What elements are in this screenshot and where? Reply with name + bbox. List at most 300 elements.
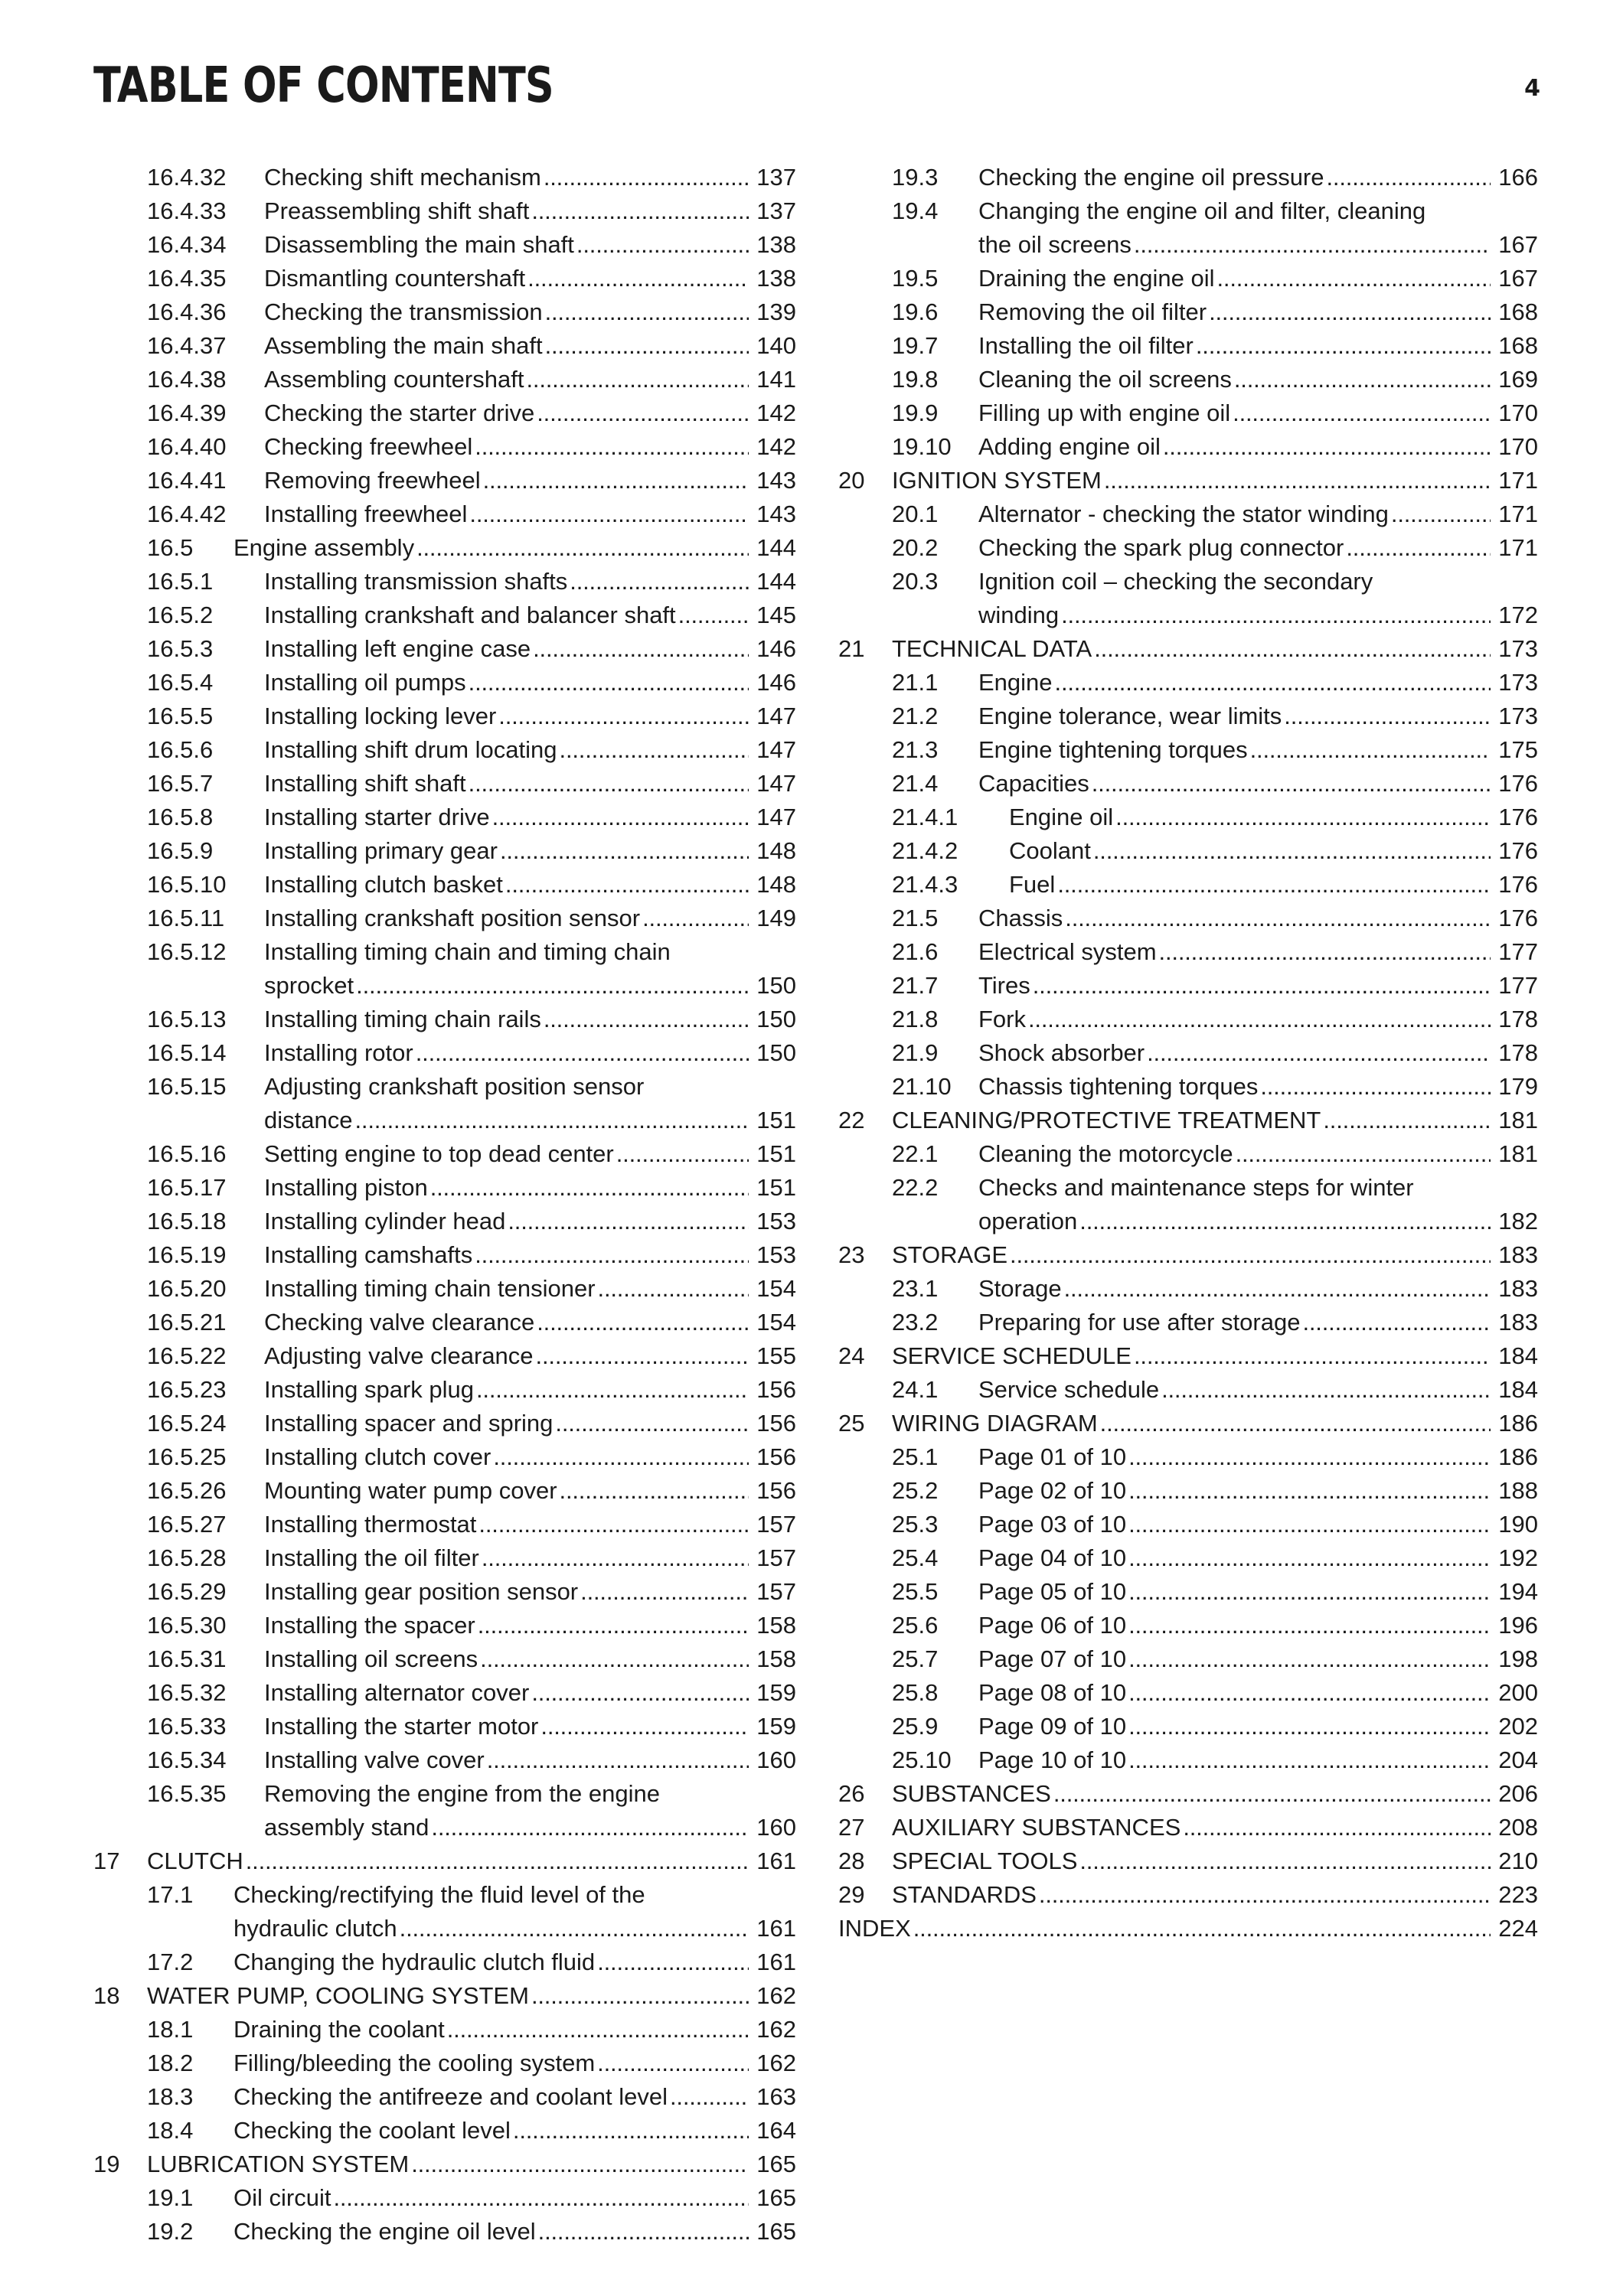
toc-entry[interactable] xyxy=(838,1070,1538,1104)
dot-leader xyxy=(447,2013,749,2047)
toc-entry[interactable] xyxy=(93,1642,796,1676)
toc-entry[interactable] xyxy=(838,1104,1538,1137)
toc-entry-title: Tires xyxy=(978,972,1030,999)
toc-entry-number: 25.8 xyxy=(892,1679,939,1706)
toc-entry-number: 16.5.32 xyxy=(147,1679,227,1706)
toc-entry[interactable] xyxy=(838,700,1538,733)
toc-entry[interactable] xyxy=(93,1676,796,1710)
toc-entry[interactable] xyxy=(93,1171,796,1205)
toc-entry-page: 142 xyxy=(756,433,796,460)
toc-entry-title: Page 05 of 10 xyxy=(978,1578,1127,1605)
toc-entry-number: 23.1 xyxy=(892,1275,939,1302)
toc-entry-title: WIRING DIAGRAM xyxy=(892,1410,1098,1437)
toc-entry-page: 173 xyxy=(1498,669,1538,696)
toc-entry[interactable] xyxy=(93,834,796,868)
toc-entry[interactable] xyxy=(93,632,796,666)
dot-leader xyxy=(1161,1373,1491,1407)
toc-entry-title: SPECIAL TOOLS xyxy=(892,1848,1078,1874)
toc-entry-title: Disassembling the main shaft xyxy=(264,231,574,258)
toc-entry-page: 170 xyxy=(1498,433,1538,460)
toc-entry-page: 161 xyxy=(756,1848,796,1874)
toc-entry-number: 16.5.35 xyxy=(147,1780,227,1807)
dot-leader xyxy=(597,2047,749,2080)
toc-entry-number: 16.5.26 xyxy=(147,1477,227,1504)
dot-leader xyxy=(1134,1339,1491,1373)
toc-entry-page: 162 xyxy=(756,2050,796,2076)
toc-entry[interactable] xyxy=(838,1710,1538,1743)
toc-entry[interactable] xyxy=(93,262,796,295)
toc-entry[interactable] xyxy=(93,1272,796,1306)
toc-entry[interactable] xyxy=(93,1407,796,1440)
toc-entry[interactable] xyxy=(838,1609,1538,1642)
toc-entry-number: 19.9 xyxy=(892,400,939,426)
toc-entry-page: 138 xyxy=(756,231,796,258)
toc-entry[interactable] xyxy=(93,1339,796,1373)
toc-entry-page: 141 xyxy=(756,366,796,393)
toc-entry-page: 202 xyxy=(1498,1713,1538,1740)
toc-entry-title: Page 06 of 10 xyxy=(978,1612,1127,1639)
toc-entry-page: 151 xyxy=(756,1174,796,1201)
toc-entry[interactable] xyxy=(93,1979,796,2013)
toc-entry-page: 156 xyxy=(756,1410,796,1437)
toc-entry[interactable] xyxy=(838,1373,1538,1407)
toc-entry[interactable] xyxy=(838,801,1538,834)
toc-entry[interactable] xyxy=(93,1137,796,1171)
toc-entry-title: Installing the starter motor xyxy=(264,1713,539,1740)
dot-leader xyxy=(1104,464,1491,497)
dot-leader xyxy=(537,396,749,430)
toc-entry[interactable] xyxy=(93,1070,796,1137)
toc-entry-page: 165 xyxy=(756,2218,796,2245)
toc-entry-page: 176 xyxy=(1498,804,1538,830)
toc-entry[interactable] xyxy=(93,497,796,531)
toc-entry-page: 176 xyxy=(1498,770,1538,797)
toc-entry-page: 137 xyxy=(756,197,796,224)
toc-entry-number: 29 xyxy=(838,1881,865,1908)
toc-entry[interactable] xyxy=(838,329,1538,363)
toc-entry[interactable] xyxy=(838,834,1538,868)
toc-entry[interactable] xyxy=(93,1743,796,1777)
toc-entry[interactable] xyxy=(93,1575,796,1609)
toc-entry[interactable] xyxy=(838,632,1538,666)
toc-entry[interactable] xyxy=(838,1407,1538,1440)
toc-entry[interactable] xyxy=(838,295,1538,329)
toc-entry-page: 150 xyxy=(756,972,796,999)
toc-entry[interactable] xyxy=(838,1508,1538,1541)
toc-entry[interactable] xyxy=(838,1474,1538,1508)
toc-entry[interactable] xyxy=(838,1676,1538,1710)
toc-entry-title: Adjusting crankshaft position sensor xyxy=(264,1073,645,1100)
toc-entry[interactable] xyxy=(93,2148,796,2181)
toc-entry-number: 22.1 xyxy=(892,1140,939,1167)
toc-entry-page: 181 xyxy=(1498,1140,1538,1167)
toc-entry-number: 16.5.10 xyxy=(147,871,227,898)
toc-entry[interactable] xyxy=(838,464,1538,497)
dot-leader xyxy=(1233,396,1491,430)
toc-entry[interactable] xyxy=(93,531,796,565)
toc-entry-number: 16.4.41 xyxy=(147,467,227,494)
toc-entry[interactable] xyxy=(838,1541,1538,1575)
dot-leader xyxy=(1163,430,1491,464)
toc-entry-number: 25.10 xyxy=(892,1746,952,1773)
dot-leader xyxy=(493,1440,749,1474)
toc-entry-title: Checking freewheel xyxy=(264,433,473,460)
dot-leader xyxy=(1346,531,1491,565)
toc-entry-page: 196 xyxy=(1498,1612,1538,1639)
toc-entry[interactable] xyxy=(93,2114,796,2148)
dot-leader xyxy=(540,1710,749,1743)
toc-entry-number: 16.4.40 xyxy=(147,433,227,460)
toc-entry[interactable] xyxy=(838,935,1538,969)
toc-entry-page: 177 xyxy=(1498,972,1538,999)
toc-entry[interactable] xyxy=(93,902,796,935)
toc-entry[interactable] xyxy=(838,1238,1538,1272)
toc-entry-title: CLUTCH xyxy=(147,1848,243,1874)
toc-entry-page: 206 xyxy=(1498,1780,1538,1807)
toc-entry-page: 163 xyxy=(756,2083,796,2110)
toc-entry[interactable] xyxy=(838,1844,1538,1878)
toc-entry-page: 224 xyxy=(1498,1915,1538,1942)
toc-entry[interactable] xyxy=(93,1003,796,1036)
toc-entry[interactable] xyxy=(838,161,1538,194)
toc-entry-title: Service schedule xyxy=(978,1376,1160,1403)
toc-entry-page: 151 xyxy=(756,1107,796,1133)
toc-entry[interactable] xyxy=(93,598,796,632)
dot-leader xyxy=(1033,969,1491,1003)
dot-leader xyxy=(469,497,749,531)
toc-entry-page: 173 xyxy=(1498,635,1538,662)
toc-entry-title: Installing spacer and spring xyxy=(264,1410,554,1437)
toc-entry-number: 16.5.12 xyxy=(147,938,227,965)
dot-leader xyxy=(1057,868,1491,902)
toc-entry-title: Installing transmission shafts xyxy=(264,568,568,595)
toc-entry-title: Checking the engine oil pressure xyxy=(978,164,1324,191)
toc-entry[interactable] xyxy=(838,868,1538,902)
dot-leader xyxy=(1128,1642,1491,1676)
toc-entry[interactable] xyxy=(93,2215,796,2249)
toc-entry-title: Installing the oil filter xyxy=(264,1544,479,1571)
toc-entry-page: 177 xyxy=(1498,938,1538,965)
dot-leader xyxy=(1196,329,1491,363)
toc-entry-title: Checking the engine oil level xyxy=(233,2218,536,2245)
toc-entry-page: 204 xyxy=(1498,1746,1538,1773)
dot-leader xyxy=(642,902,749,935)
toc-entry[interactable] xyxy=(838,1003,1538,1036)
toc-entry[interactable] xyxy=(838,1272,1538,1306)
toc-entry[interactable] xyxy=(93,1205,796,1238)
dot-leader xyxy=(1053,1777,1491,1811)
toc-entry-number: 16.5.13 xyxy=(147,1006,227,1032)
toc-entry-title: Engine tolerance, wear limits xyxy=(978,703,1282,729)
toc-entry-title: Assembling the main shaft xyxy=(264,332,543,359)
toc-entry-page: 171 xyxy=(1498,501,1538,527)
toc-entry[interactable] xyxy=(93,666,796,700)
toc-entry[interactable] xyxy=(93,767,796,801)
toc-entry[interactable] xyxy=(93,868,796,902)
dot-leader xyxy=(1028,1003,1491,1036)
toc-entry-number: 17 xyxy=(93,1848,120,1874)
toc-entry[interactable] xyxy=(838,1878,1538,1912)
toc-entry[interactable] xyxy=(93,1036,796,1070)
toc-entry-number: 21.4 xyxy=(892,770,939,797)
toc-entry[interactable] xyxy=(93,1474,796,1508)
toc-entry-page: 192 xyxy=(1498,1544,1538,1571)
toc-entry-page: 161 xyxy=(756,1915,796,1942)
toc-entry-title: Installing locking lever xyxy=(264,703,497,729)
toc-entry[interactable] xyxy=(93,935,796,1003)
toc-entry[interactable] xyxy=(838,1743,1538,1777)
toc-entry[interactable] xyxy=(93,228,796,262)
toc-entry[interactable] xyxy=(838,565,1538,632)
dot-leader xyxy=(498,700,749,733)
toc-entry[interactable] xyxy=(93,295,796,329)
toc-entry[interactable] xyxy=(838,733,1538,767)
toc-entry[interactable] xyxy=(93,1508,796,1541)
toc-entry-title: Filling/bleeding the cooling system xyxy=(233,2050,596,2076)
toc-entry-number: 16.4.39 xyxy=(147,400,227,426)
toc-entry[interactable] xyxy=(93,1609,796,1642)
toc-entry-title: SUBSTANCES xyxy=(892,1780,1051,1807)
toc-entry[interactable] xyxy=(838,1575,1538,1609)
toc-entry[interactable] xyxy=(838,666,1538,700)
toc-entry-number: 16.5.9 xyxy=(147,837,214,864)
dot-leader xyxy=(416,531,749,565)
toc-entry-number: 26 xyxy=(838,1780,865,1807)
toc-entry[interactable] xyxy=(93,801,796,834)
dot-leader xyxy=(1147,1036,1491,1070)
dot-leader xyxy=(1128,1440,1491,1474)
toc-entry-page: 200 xyxy=(1498,1679,1538,1706)
toc-entry-title: Assembling countershaft xyxy=(264,366,524,393)
dot-leader xyxy=(1183,1811,1491,1844)
dot-leader xyxy=(1284,700,1491,733)
toc-entry[interactable] xyxy=(93,1541,796,1575)
toc-entry-page: 168 xyxy=(1498,298,1538,325)
toc-entry-title: TECHNICAL DATA xyxy=(892,635,1092,662)
toc-entry[interactable] xyxy=(838,1339,1538,1373)
toc-entry[interactable] xyxy=(93,1440,796,1474)
toc-entry-title: Checking shift mechanism xyxy=(264,164,541,191)
toc-entry-title: STORAGE xyxy=(892,1241,1008,1268)
toc-entry[interactable] xyxy=(93,1844,796,1878)
dot-leader xyxy=(513,2114,749,2148)
toc-entry-number: 19.8 xyxy=(892,366,939,393)
toc-entry[interactable] xyxy=(93,1878,796,1945)
dot-leader xyxy=(538,2215,749,2249)
toc-entry[interactable] xyxy=(838,194,1538,262)
toc-entry-page: 176 xyxy=(1498,871,1538,898)
toc-entry-page: 178 xyxy=(1498,1006,1538,1032)
toc-entry-title: Installing clutch cover xyxy=(264,1443,491,1470)
toc-entry[interactable] xyxy=(93,565,796,598)
toc-entry[interactable] xyxy=(838,497,1538,531)
dot-leader xyxy=(430,1171,749,1205)
toc-entry-number: 25 xyxy=(838,1410,865,1437)
toc-entry-number: 18.2 xyxy=(147,2050,194,2076)
toc-entry-number: 16.5.24 xyxy=(147,1410,227,1437)
toc-entry-page: 150 xyxy=(756,1006,796,1032)
toc-entry[interactable] xyxy=(93,733,796,767)
toc-entry-title: Draining the coolant xyxy=(233,2016,445,2043)
toc-entry[interactable] xyxy=(93,1777,796,1844)
toc-entry-page: 194 xyxy=(1498,1578,1538,1605)
toc-entry-page: 156 xyxy=(756,1443,796,1470)
dot-leader xyxy=(1065,902,1491,935)
toc-entry[interactable] xyxy=(93,396,796,430)
dot-leader xyxy=(531,194,749,228)
toc-entry-title: Installing valve cover xyxy=(264,1746,485,1773)
dot-leader xyxy=(475,1238,749,1272)
toc-entry-number: 16.5.21 xyxy=(147,1309,227,1336)
toc-entry-title: Installing camshafts xyxy=(264,1241,473,1268)
dot-leader xyxy=(1134,228,1491,262)
toc-entry-number: 19.10 xyxy=(892,433,952,460)
toc-entry[interactable] xyxy=(838,1137,1538,1171)
toc-entry-title: Installing rotor xyxy=(264,1039,413,1066)
toc-entry[interactable] xyxy=(93,2080,796,2114)
toc-entry[interactable] xyxy=(838,1777,1538,1811)
toc-entry-number: 16.4.35 xyxy=(147,265,227,292)
toc-entry-title: Installing spark plug xyxy=(264,1376,474,1403)
toc-entry-title: Removing freewheel xyxy=(264,467,481,494)
toc-entry-title: Oil circuit xyxy=(233,2184,331,2211)
toc-entry[interactable] xyxy=(93,1373,796,1407)
toc-entry[interactable] xyxy=(93,363,796,396)
dot-leader xyxy=(527,262,749,295)
toc-entry[interactable] xyxy=(838,531,1538,565)
toc-entry-page: 159 xyxy=(756,1679,796,1706)
toc-entry[interactable] xyxy=(838,396,1538,430)
toc-entry-number: 23.2 xyxy=(892,1309,939,1336)
toc-entry[interactable] xyxy=(838,1306,1538,1339)
toc-entry-title: Installing crankshaft and balancer shaft xyxy=(264,602,676,628)
toc-entry[interactable] xyxy=(93,2013,796,2047)
toc-entry[interactable] xyxy=(838,1036,1538,1070)
toc-entry-title: Installing left engine case xyxy=(264,635,531,662)
toc-entry-number: 16.5.23 xyxy=(147,1376,227,1403)
toc-entry[interactable] xyxy=(838,363,1538,396)
toc-entry-number: 21.2 xyxy=(892,703,939,729)
toc-entry-number: 16.5.1 xyxy=(147,568,214,595)
toc-entry-title: Installing starter drive xyxy=(264,804,490,830)
toc-entry-page: 168 xyxy=(1498,332,1538,359)
toc-entry-title: Installing timing chain tensioner xyxy=(264,1275,596,1302)
dot-leader xyxy=(1391,497,1491,531)
toc-entry-title: Electrical system xyxy=(978,938,1157,965)
toc-entry-page: 208 xyxy=(1498,1814,1538,1841)
toc-entry-page: 159 xyxy=(756,1713,796,1740)
toc-entry-title: Changing the hydraulic clutch fluid xyxy=(233,1949,596,1975)
toc-entry-number: 16.4.37 xyxy=(147,332,227,359)
dot-leader xyxy=(1302,1306,1491,1339)
toc-entry-title: Installing oil pumps xyxy=(264,669,466,696)
toc-entry-number: 21.3 xyxy=(892,736,939,763)
toc-entry[interactable] xyxy=(93,2181,796,2215)
toc-entry-title: Engine tightening torques xyxy=(978,736,1248,763)
toc-entry[interactable] xyxy=(93,464,796,497)
toc-entry[interactable] xyxy=(93,430,796,464)
toc-entry-title: Engine oil xyxy=(1009,804,1114,830)
toc-entry[interactable] xyxy=(838,1171,1538,1238)
toc-entry-number: 25.1 xyxy=(892,1443,939,1470)
toc-entry-title: Preparing for use after storage xyxy=(978,1309,1301,1336)
toc-entry-number: 16.5.14 xyxy=(147,1039,227,1066)
toc-entry[interactable] xyxy=(93,161,796,194)
toc-entry[interactable] xyxy=(838,767,1538,801)
toc-entry[interactable] xyxy=(93,700,796,733)
toc-entry[interactable] xyxy=(93,194,796,228)
dot-leader xyxy=(537,1306,749,1339)
toc-entry[interactable] xyxy=(93,1238,796,1272)
dot-leader xyxy=(1128,1474,1491,1508)
toc-entry[interactable] xyxy=(838,430,1538,464)
toc-entry-page: 154 xyxy=(756,1309,796,1336)
toc-entry-number: 19.7 xyxy=(892,332,939,359)
toc-entry-page: 183 xyxy=(1498,1275,1538,1302)
dot-leader xyxy=(545,295,749,329)
toc-entry-number: 18.3 xyxy=(147,2083,194,2110)
toc-entry[interactable] xyxy=(838,1912,1538,1945)
toc-entry-title: Adjusting valve clearance xyxy=(264,1342,534,1369)
toc-entry-page: 146 xyxy=(756,669,796,696)
dot-leader xyxy=(1055,666,1491,700)
toc-entry-title: Adding engine oil xyxy=(978,433,1161,460)
toc-entry[interactable] xyxy=(93,1710,796,1743)
dot-leader xyxy=(478,1508,749,1541)
dot-leader xyxy=(1100,1407,1491,1440)
toc-entry[interactable] xyxy=(93,1945,796,1979)
toc-entry-title: Mounting water pump cover xyxy=(264,1477,557,1504)
toc-entry-title: Filling up with engine oil xyxy=(978,400,1231,426)
toc-entry-number: 16.5.28 xyxy=(147,1544,227,1571)
toc-entry-page: 157 xyxy=(756,1511,796,1538)
toc-entry-title: Installing shift shaft xyxy=(264,770,466,797)
toc-entry-title: Installing the oil filter xyxy=(978,332,1194,359)
toc-entry-number: 16.5.4 xyxy=(147,669,214,696)
toc-entry[interactable] xyxy=(838,902,1538,935)
toc-entry-page: 143 xyxy=(756,467,796,494)
toc-entry[interactable] xyxy=(93,1306,796,1339)
toc-entry-title: Installing the spacer xyxy=(264,1612,475,1639)
toc-entry-page: 184 xyxy=(1498,1342,1538,1369)
toc-entry-number: 21.10 xyxy=(892,1073,952,1100)
toc-entry-page: 170 xyxy=(1498,400,1538,426)
toc-entry-number: 19.4 xyxy=(892,197,939,224)
dot-leader xyxy=(1061,598,1491,632)
toc-entry-title: Installing gear position sensor xyxy=(264,1578,579,1605)
dot-leader xyxy=(480,1642,749,1676)
toc-entry[interactable] xyxy=(838,1811,1538,1844)
toc-entry-number: 27 xyxy=(838,1814,865,1841)
toc-entry[interactable] xyxy=(93,2047,796,2080)
toc-entry-page: 175 xyxy=(1498,736,1538,763)
toc-entry[interactable] xyxy=(838,262,1538,295)
toc-entry[interactable] xyxy=(93,329,796,363)
toc-entry[interactable] xyxy=(838,1440,1538,1474)
toc-entry-title: Page 02 of 10 xyxy=(978,1477,1127,1504)
toc-entry-number: 23 xyxy=(838,1241,865,1268)
page-title: TABLE OF CONTENTS xyxy=(93,57,554,114)
toc-entry-title: Alternator - checking the stator winding xyxy=(978,501,1389,527)
toc-entry-page: 171 xyxy=(1498,534,1538,561)
toc-entry-title: Engine xyxy=(978,669,1053,696)
toc-entry[interactable] xyxy=(838,969,1538,1003)
toc-entry-page: 162 xyxy=(756,2016,796,2043)
toc-entry-title: Chassis xyxy=(978,905,1063,931)
toc-entry-page: 147 xyxy=(756,804,796,830)
toc-entry-number: 19.5 xyxy=(892,265,939,292)
toc-entry[interactable] xyxy=(838,1642,1538,1676)
